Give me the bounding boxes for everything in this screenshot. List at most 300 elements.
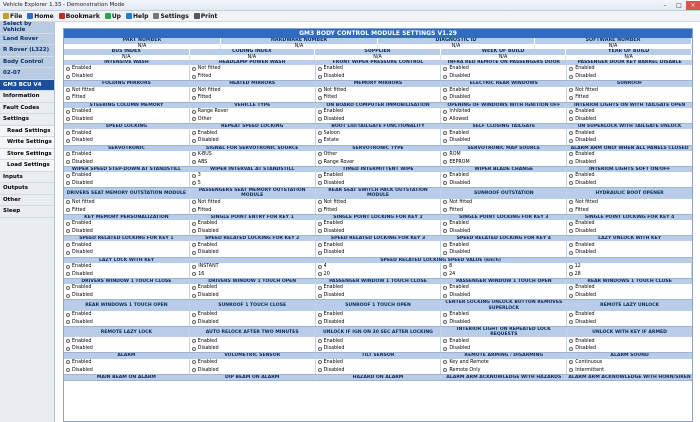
radio-button[interactable] — [66, 222, 70, 226]
setting-option[interactable] — [190, 137, 315, 145]
radio-button[interactable] — [569, 272, 573, 276]
radio-button[interactable] — [66, 313, 70, 317]
setting-option[interactable] — [441, 366, 566, 374]
radio-button[interactable] — [443, 131, 447, 135]
setting-option[interactable] — [567, 228, 692, 236]
radio-button[interactable] — [443, 347, 447, 351]
menu-item-help[interactable] — [126, 13, 148, 20]
setting-option[interactable] — [190, 270, 314, 278]
radio-button[interactable] — [192, 200, 196, 204]
radio-button[interactable] — [66, 265, 70, 269]
setting-option[interactable] — [190, 292, 315, 300]
close-button[interactable]: × — [686, 1, 700, 10]
setting-option[interactable] — [190, 87, 315, 95]
setting-option[interactable] — [316, 220, 441, 228]
setting-option[interactable] — [190, 366, 315, 374]
radio-button[interactable] — [318, 96, 322, 100]
radio-button[interactable] — [569, 320, 573, 324]
setting-option[interactable] — [190, 73, 315, 81]
radio-button[interactable] — [569, 251, 573, 255]
radio-button[interactable] — [569, 160, 573, 164]
radio-button[interactable] — [443, 174, 447, 178]
setting-option[interactable] — [567, 180, 692, 188]
radio-button[interactable] — [192, 320, 196, 324]
radio-button[interactable] — [569, 313, 573, 317]
setting-option[interactable] — [316, 73, 441, 81]
radio-button[interactable] — [443, 339, 447, 343]
setting-option[interactable] — [316, 87, 441, 95]
setting-option[interactable] — [567, 151, 692, 159]
setting-option[interactable] — [64, 151, 189, 159]
setting-option[interactable] — [567, 172, 692, 180]
radio-button[interactable] — [318, 152, 322, 156]
radio-button[interactable] — [569, 368, 573, 372]
setting-option[interactable] — [190, 249, 315, 257]
setting-option[interactable] — [441, 359, 566, 367]
radio-button[interactable] — [318, 131, 322, 135]
setting-option[interactable] — [190, 199, 315, 207]
setting-option[interactable] — [64, 172, 189, 180]
radio-button[interactable] — [443, 313, 447, 317]
setting-option[interactable] — [567, 129, 692, 137]
radio-button[interactable] — [192, 139, 196, 143]
setting-option[interactable] — [64, 241, 189, 249]
radio-button[interactable] — [192, 222, 196, 226]
radio-button[interactable] — [443, 75, 447, 79]
setting-option[interactable] — [190, 206, 315, 214]
radio-button[interactable] — [66, 229, 70, 233]
setting-option[interactable] — [190, 116, 315, 124]
setting-option[interactable] — [567, 206, 692, 214]
setting-option[interactable] — [441, 318, 566, 326]
setting-option[interactable] — [64, 270, 189, 278]
setting-option[interactable] — [567, 292, 692, 300]
radio-button[interactable] — [66, 360, 70, 364]
radio-button[interactable] — [443, 294, 447, 298]
menu-item-file[interactable] — [3, 13, 22, 20]
radio-button[interactable] — [443, 152, 447, 156]
sidebar-item-read-settings[interactable]: Read Settings — [0, 126, 54, 138]
setting-option[interactable] — [64, 94, 189, 102]
radio-button[interactable] — [66, 75, 70, 79]
setting-option[interactable] — [190, 158, 315, 166]
setting-option[interactable] — [316, 180, 441, 188]
setting-option[interactable] — [441, 249, 566, 257]
radio-button[interactable] — [569, 339, 573, 343]
setting-option[interactable] — [441, 345, 566, 353]
radio-button[interactable] — [66, 152, 70, 156]
radio-button[interactable] — [192, 152, 196, 156]
sidebar-item-write-settings[interactable]: Write Settings — [0, 137, 54, 149]
radio-button[interactable] — [443, 117, 447, 121]
setting-option[interactable] — [567, 366, 692, 374]
setting-option[interactable] — [567, 137, 692, 145]
setting-option[interactable] — [64, 199, 189, 207]
radio-button[interactable] — [569, 294, 573, 298]
setting-option[interactable] — [567, 359, 692, 367]
radio-button[interactable] — [443, 272, 447, 276]
radio-button[interactable] — [443, 208, 447, 212]
radio-button[interactable] — [569, 286, 573, 290]
setting-option[interactable] — [441, 228, 566, 236]
radio-button[interactable] — [318, 294, 322, 298]
radio-button[interactable] — [443, 160, 447, 164]
radio-button[interactable] — [66, 243, 70, 247]
setting-option[interactable] — [316, 65, 441, 73]
setting-option[interactable] — [316, 137, 441, 145]
setting-option[interactable] — [190, 284, 315, 292]
radio-button[interactable] — [569, 88, 573, 92]
sidebar-item-land-rover[interactable]: Land Rover — [0, 34, 54, 46]
setting-option[interactable] — [64, 180, 189, 188]
setting-option[interactable] — [441, 151, 566, 159]
setting-option[interactable] — [190, 151, 315, 159]
setting-option[interactable] — [64, 337, 189, 345]
sidebar-item-other[interactable]: Other — [0, 195, 54, 207]
radio-button[interactable] — [318, 313, 322, 317]
radio-button[interactable] — [443, 181, 447, 185]
setting-option[interactable] — [441, 263, 565, 271]
setting-option[interactable] — [441, 337, 566, 345]
menu-item-settings[interactable] — [153, 13, 188, 20]
radio-button[interactable] — [318, 347, 322, 351]
radio-button[interactable] — [318, 243, 322, 247]
setting-option[interactable] — [64, 206, 189, 214]
radio-button[interactable] — [192, 313, 196, 317]
menu-item-print[interactable] — [194, 13, 218, 20]
radio-button[interactable] — [443, 286, 447, 290]
menu-item-up[interactable] — [105, 13, 121, 20]
radio-button[interactable] — [569, 229, 573, 233]
setting-option[interactable] — [567, 73, 692, 81]
setting-option[interactable] — [316, 94, 441, 102]
radio-button[interactable] — [66, 286, 70, 290]
radio-button[interactable] — [192, 160, 196, 164]
radio-button[interactable] — [569, 75, 573, 79]
setting-option[interactable] — [441, 311, 566, 319]
radio-button[interactable] — [569, 265, 573, 269]
radio-button[interactable] — [318, 200, 322, 204]
radio-button[interactable] — [66, 339, 70, 343]
radio-button[interactable] — [66, 88, 70, 92]
setting-option[interactable] — [190, 311, 315, 319]
radio-button[interactable] — [569, 139, 573, 143]
setting-option[interactable] — [316, 284, 441, 292]
radio-button[interactable] — [192, 229, 196, 233]
radio-button[interactable] — [66, 200, 70, 204]
radio-button[interactable] — [569, 152, 573, 156]
setting-option[interactable] — [441, 73, 566, 81]
radio-button[interactable] — [569, 208, 573, 212]
setting-option[interactable] — [190, 129, 315, 137]
radio-button[interactable] — [443, 139, 447, 143]
radio-button[interactable] — [192, 131, 196, 135]
radio-button[interactable] — [192, 251, 196, 255]
radio-button[interactable] — [66, 368, 70, 372]
radio-button[interactable] — [66, 160, 70, 164]
sidebar-item-fault-codes[interactable]: Fault Codes — [0, 103, 54, 115]
setting-option[interactable] — [64, 129, 189, 137]
radio-button[interactable] — [318, 286, 322, 290]
radio-button[interactable] — [192, 339, 196, 343]
radio-button[interactable] — [66, 67, 70, 71]
setting-option[interactable] — [190, 108, 315, 116]
radio-button[interactable] — [66, 347, 70, 351]
radio-button[interactable] — [569, 131, 573, 135]
radio-button[interactable] — [66, 272, 70, 276]
setting-option[interactable] — [190, 65, 315, 73]
setting-option[interactable] — [64, 263, 189, 271]
setting-option[interactable] — [441, 65, 566, 73]
setting-option[interactable] — [441, 158, 566, 166]
radio-button[interactable] — [318, 139, 322, 143]
setting-option[interactable] — [316, 151, 441, 159]
setting-option[interactable] — [316, 199, 441, 207]
setting-option[interactable] — [316, 116, 441, 124]
setting-option[interactable] — [64, 345, 189, 353]
radio-button[interactable] — [192, 294, 196, 298]
setting-option[interactable] — [567, 249, 692, 257]
setting-option[interactable] — [190, 180, 315, 188]
radio-button[interactable] — [569, 222, 573, 226]
radio-button[interactable] — [443, 222, 447, 226]
radio-button[interactable] — [318, 251, 322, 255]
setting-option[interactable] — [190, 263, 314, 271]
radio-button[interactable] — [192, 67, 196, 71]
setting-option[interactable] — [190, 345, 315, 353]
radio-button[interactable] — [318, 174, 322, 178]
radio-button[interactable] — [318, 229, 322, 233]
setting-option[interactable] — [190, 220, 315, 228]
setting-option[interactable] — [316, 345, 441, 353]
radio-button[interactable] — [318, 208, 322, 212]
radio-button[interactable] — [192, 174, 196, 178]
radio-button[interactable] — [569, 360, 573, 364]
setting-option[interactable] — [567, 158, 692, 166]
radio-button[interactable] — [66, 117, 70, 121]
menu-item-bookmark[interactable] — [59, 13, 100, 20]
radio-button[interactable] — [569, 67, 573, 71]
setting-option[interactable] — [441, 241, 566, 249]
setting-option[interactable] — [567, 263, 691, 271]
radio-button[interactable] — [569, 96, 573, 100]
radio-button[interactable] — [569, 110, 573, 114]
setting-option[interactable] — [316, 129, 441, 137]
setting-option[interactable] — [567, 318, 692, 326]
setting-option[interactable] — [316, 292, 441, 300]
radio-button[interactable] — [318, 360, 322, 364]
setting-option[interactable] — [316, 359, 441, 367]
setting-option[interactable] — [316, 337, 441, 345]
radio-button[interactable] — [569, 243, 573, 247]
setting-option[interactable] — [316, 228, 441, 236]
setting-option[interactable] — [441, 94, 566, 102]
setting-option[interactable] — [64, 359, 189, 367]
setting-option[interactable] — [441, 220, 566, 228]
radio-button[interactable] — [192, 272, 196, 276]
radio-button[interactable] — [443, 67, 447, 71]
setting-option[interactable] — [64, 65, 189, 73]
sidebar-item-body-control[interactable]: Body Control — [0, 57, 54, 69]
radio-button[interactable] — [318, 75, 322, 79]
radio-button[interactable] — [66, 208, 70, 212]
setting-option[interactable] — [567, 87, 692, 95]
setting-option[interactable] — [441, 137, 566, 145]
radio-button[interactable] — [192, 265, 196, 269]
radio-button[interactable] — [443, 265, 447, 269]
radio-button[interactable] — [569, 200, 573, 204]
radio-button[interactable] — [66, 96, 70, 100]
radio-button[interactable] — [66, 181, 70, 185]
setting-option[interactable] — [567, 220, 692, 228]
setting-option[interactable] — [64, 311, 189, 319]
sidebar-item-select-by-vehicle[interactable]: Select by Vehicle — [0, 22, 54, 34]
radio-button[interactable] — [192, 96, 196, 100]
setting-option[interactable] — [316, 318, 441, 326]
setting-option[interactable] — [567, 270, 691, 278]
setting-option[interactable] — [64, 158, 189, 166]
radio-button[interactable] — [192, 360, 196, 364]
setting-option[interactable] — [567, 241, 692, 249]
setting-option[interactable] — [190, 228, 315, 236]
radio-button[interactable] — [192, 208, 196, 212]
setting-option[interactable] — [316, 311, 441, 319]
setting-option[interactable] — [441, 292, 566, 300]
sidebar-item-load-settings[interactable]: Load Settings — [0, 160, 54, 172]
radio-button[interactable] — [318, 181, 322, 185]
radio-button[interactable] — [318, 222, 322, 226]
setting-option[interactable] — [64, 366, 189, 374]
setting-option[interactable] — [316, 108, 441, 116]
setting-option[interactable] — [190, 337, 315, 345]
radio-button[interactable] — [318, 272, 322, 276]
setting-option[interactable] — [190, 241, 315, 249]
radio-button[interactable] — [318, 110, 322, 114]
setting-option[interactable] — [441, 180, 566, 188]
setting-option[interactable] — [567, 284, 692, 292]
radio-button[interactable] — [443, 229, 447, 233]
sidebar-item-r-rover-l322-[interactable]: R Rover (L322) — [0, 45, 54, 57]
setting-option[interactable] — [441, 172, 566, 180]
setting-option[interactable] — [567, 108, 692, 116]
setting-option[interactable] — [64, 220, 189, 228]
radio-button[interactable] — [66, 174, 70, 178]
setting-option[interactable] — [64, 137, 189, 145]
radio-button[interactable] — [66, 139, 70, 143]
minimize-button[interactable]: – — [663, 1, 667, 9]
radio-button[interactable] — [443, 360, 447, 364]
menu-item-home[interactable] — [27, 13, 53, 20]
radio-button[interactable] — [318, 88, 322, 92]
setting-option[interactable] — [190, 318, 315, 326]
setting-option[interactable] — [441, 206, 566, 214]
radio-button[interactable] — [443, 96, 447, 100]
setting-option[interactable] — [441, 270, 565, 278]
radio-button[interactable] — [192, 181, 196, 185]
setting-option[interactable] — [441, 129, 566, 137]
setting-option[interactable] — [441, 108, 566, 116]
setting-option[interactable] — [316, 206, 441, 214]
setting-option[interactable] — [316, 241, 441, 249]
sidebar-item-02-07[interactable]: 02-07 — [0, 68, 54, 80]
setting-option[interactable] — [64, 284, 189, 292]
setting-option[interactable] — [64, 108, 189, 116]
setting-option[interactable] — [567, 116, 692, 124]
sidebar-item-gm3-bcu-v4[interactable]: GM3 BCU V4 — [0, 80, 54, 92]
radio-button[interactable] — [569, 117, 573, 121]
radio-button[interactable] — [318, 67, 322, 71]
setting-option[interactable] — [316, 366, 441, 374]
radio-button[interactable] — [66, 320, 70, 324]
setting-option[interactable] — [567, 199, 692, 207]
radio-button[interactable] — [192, 243, 196, 247]
radio-button[interactable] — [569, 347, 573, 351]
setting-option[interactable] — [441, 284, 566, 292]
radio-button[interactable] — [192, 368, 196, 372]
setting-option[interactable] — [64, 318, 189, 326]
setting-option[interactable] — [316, 270, 440, 278]
radio-button[interactable] — [318, 265, 322, 269]
radio-button[interactable] — [192, 347, 196, 351]
setting-option[interactable] — [190, 172, 315, 180]
setting-option[interactable] — [64, 249, 189, 257]
radio-button[interactable] — [192, 75, 196, 79]
radio-button[interactable] — [318, 339, 322, 343]
setting-option[interactable] — [190, 359, 315, 367]
setting-option[interactable] — [567, 345, 692, 353]
radio-button[interactable] — [443, 110, 447, 114]
sidebar-item-sleep[interactable]: Sleep — [0, 206, 54, 218]
setting-option[interactable] — [64, 292, 189, 300]
radio-button[interactable] — [443, 200, 447, 204]
setting-option[interactable] — [316, 263, 440, 271]
radio-button[interactable] — [443, 251, 447, 255]
setting-option[interactable] — [316, 158, 441, 166]
setting-option[interactable] — [190, 94, 315, 102]
setting-option[interactable] — [567, 337, 692, 345]
radio-button[interactable] — [66, 294, 70, 298]
radio-button[interactable] — [318, 160, 322, 164]
setting-option[interactable] — [567, 311, 692, 319]
radio-button[interactable] — [192, 88, 196, 92]
radio-button[interactable] — [318, 320, 322, 324]
setting-option[interactable] — [441, 87, 566, 95]
setting-option[interactable] — [567, 65, 692, 73]
radio-button[interactable] — [569, 181, 573, 185]
maximize-button[interactable]: □ — [676, 1, 682, 9]
setting-option[interactable] — [316, 172, 441, 180]
setting-option[interactable] — [316, 249, 441, 257]
radio-button[interactable] — [192, 117, 196, 121]
radio-button[interactable] — [318, 117, 322, 121]
setting-option[interactable] — [64, 87, 189, 95]
radio-button[interactable] — [192, 110, 196, 114]
setting-option[interactable] — [64, 116, 189, 124]
sidebar-item-store-settings[interactable]: Store Settings — [0, 149, 54, 161]
setting-option[interactable] — [567, 94, 692, 102]
sidebar-item-settings[interactable]: Settings — [0, 114, 54, 126]
radio-button[interactable] — [66, 110, 70, 114]
radio-button[interactable] — [443, 243, 447, 247]
sidebar-item-outputs[interactable]: Outputs — [0, 183, 54, 195]
setting-option[interactable] — [441, 199, 566, 207]
radio-button[interactable] — [318, 368, 322, 372]
setting-option[interactable] — [441, 116, 566, 124]
setting-option[interactable] — [64, 228, 189, 236]
radio-button[interactable] — [443, 320, 447, 324]
sidebar-item-information[interactable]: Information — [0, 91, 54, 103]
setting-option[interactable] — [64, 73, 189, 81]
